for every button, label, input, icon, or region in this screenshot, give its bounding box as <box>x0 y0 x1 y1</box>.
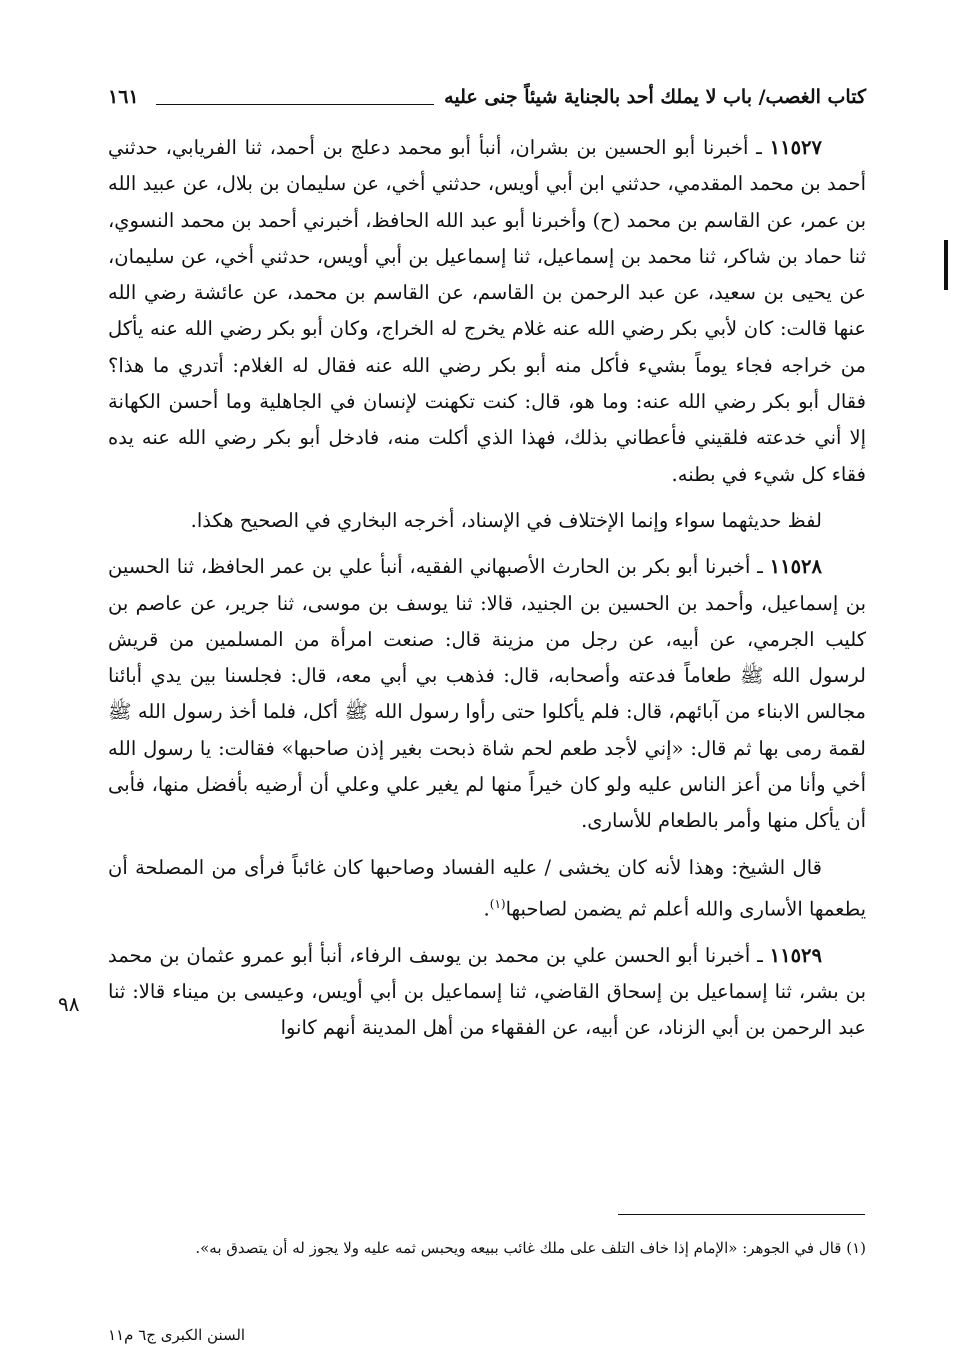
binding-mark <box>944 240 948 290</box>
hadith-paragraph <box>108 938 866 1047</box>
hadith-text: ـ أخبرنا أبو الحسين بن بشران، أنبأ أبو محمد دعلج بن أحمد، ثنا الفريابي، حدثني أحمد بن محمد المقدمي، حدثني ابن أبي أويس، حدثني أخي، عن سليمان بن بلال، عن عبيد الله بن عمر، عن القاسم بن محمد (ح) وأخبرنا أبو عبد الله الحافظ، أخبرني أحمد بن محمد النسوي، ثنا حماد بن شاكر، ثنا محمد بن إسماعيل، ثنا إسماعيل بن أبي أويس، حدثني أخي، عن سليمان، عن يحيى بن سعيد، عن عبد الرحمن بن القاسم، عن القاسم بن محمد، عن عائشة رضي الله عنها قالت: كان لأبي بكر رضي الله عنه غلام يخرج له الخراج، وكان أبو بكر رضي الله عنه يأكل من خراجه فجاء يوماً بشيء فأكل منه أبو بكر رضي الله عنه فقال له الغلام: أتدري ما هذا؟ فقال أبو بكر رضي الله عنه: وما هو، قال: كنت تكهنت لإنسان في الجاهلية وما أحسن الكهانة إلا أني خدعته فلقيني فأعطاني بذلك، فهذا الذي أكلت منه، فادخل أبو بكر رضي الله عنه يده فقاء كل شيء في بطنه. <box>108 136 866 486</box>
footnote-ref[interactable]: (١) <box>489 896 506 911</box>
margin-page-ref: ٩٨ <box>58 992 80 1016</box>
running-header <box>108 82 866 122</box>
hadith-text: ـ أخبرنا أبو بكر بن الحارث الأصبهاني الفقيه، أنبأ علي بن عمر الحافظ، ثنا الحسين بن إسماعيل، وأحمد بن الحسين بن الجنيد، قالا: ثنا يوسف بن موسى، ثنا جرير، عن عاصم بن كليب الجرمي، عن أبيه، عن رجل من مزينة قال: صنعت امرأة من المسلمين من قريش لرسول الله ﷺ طعاماً فدعته وأصحابه، قال: فذهب بي أبي معه، قال: فجلسنا بين يدي أبائنا مجالس الابناء من آبائهم، قال: فلم يأكلوا حتى رأوا رسول الله ﷺ أكل، فلما أخذ رسول الله ﷺ لقمة رمى بها ثم قال: «إني لأجد طعم لحم شاة ذبحت بغير إذن صاحبها» فقالت: يا رسول الله أخي وأنا من أعز الناس عليه ولو كان خيراً منها لم يغير علي وعلي أن أرضيه بأفضل منها، فأبى أن يأكل منها وأمر بالطعام للأسارى. <box>108 555 866 833</box>
chapter-title: كتاب الغصب/ باب لا يملك أحد بالجناية شيئاً جنى عليه <box>444 86 866 108</box>
hadith-paragraph <box>108 130 866 493</box>
footer-signature: السنن الكبرى ج٦ م١١ <box>108 1326 246 1344</box>
commentary-paragraph <box>108 850 866 928</box>
sentence-end: . <box>483 897 490 921</box>
commentary-text: قال الشيخ: وهذا لأنه كان يخشى / عليه الفساد وصاحبها كان غائباً فرأى من المصلحة أن يطعمها الأسارى والله أعلم ثم يضمن لصاحبها <box>108 855 866 921</box>
hadith-number: ١١٥٢٧ <box>769 136 823 159</box>
header-rule <box>156 104 434 105</box>
hadith-text: ـ أخبرنا أبو الحسن علي بن محمد بن يوسف الرفاء، أنبأ أبو عمرو عثمان بن محمد بن بشر، ثنا إسماعيل بن إسحاق القاضي، ثنا إسماعيل بن أبي أويس، وعيسى بن ميناء قالا: ثنا عبد الرحمن بن أبي الزناد، عن أبيه، عن الفقهاء من أهل المدينة أنهم كانوا <box>108 943 866 1040</box>
footnote: (١) قال في الجوهر: «الإمام إذا خاف التلف على ملك غائب ببيعه ويحبس ثمه عليه ولا يجوز له أن يتصدق به». <box>195 1239 866 1257</box>
main-text <box>108 130 866 1057</box>
hadith-number: ١١٥٢٨ <box>769 555 822 579</box>
commentary-text: لفظ حديثهما سواء وإنما الإختلاف في الإسناد، أخرجه البخاري في الصحيح هكذا. <box>190 508 822 532</box>
hadith-number: ١١٥٢٩ <box>769 943 822 967</box>
hadith-paragraph <box>108 549 866 839</box>
page-number: ١٦١ <box>108 86 139 108</box>
commentary-paragraph <box>108 503 866 539</box>
footnote-rule <box>618 1214 865 1215</box>
